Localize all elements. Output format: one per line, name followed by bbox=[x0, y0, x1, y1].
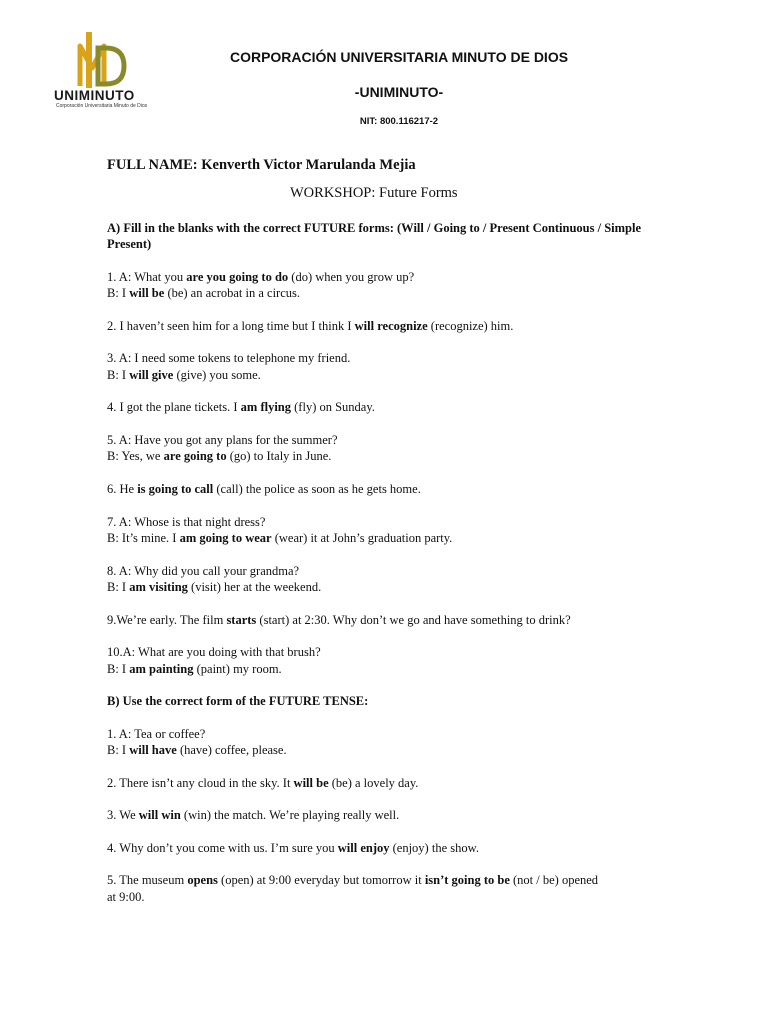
prompt-text: (do) when you grow up? bbox=[288, 269, 415, 284]
prompt-text: 9.We’re early. The film bbox=[107, 612, 227, 627]
prompt-text: 4. I got the plane tickets. I bbox=[107, 400, 241, 415]
exercise-line bbox=[107, 448, 672, 464]
exercise-line bbox=[107, 807, 672, 823]
exercise-item bbox=[107, 563, 672, 596]
exercise-item bbox=[107, 807, 672, 823]
prompt-text: 2. I haven’t seen him for a long time but I think I bbox=[107, 318, 355, 333]
exercise-line bbox=[107, 742, 672, 758]
exercise-line bbox=[107, 579, 672, 595]
prompt-text: 7. A: Whose is that night dress? bbox=[107, 514, 266, 529]
exercise-line bbox=[107, 775, 672, 791]
prompt-text: B: I bbox=[107, 286, 130, 301]
prompt-text: 5. A: Have you got any plans for the summer? bbox=[107, 433, 338, 447]
prompt-text: 4. Why don’t you come with us. I’m sure you bbox=[107, 840, 338, 855]
prompt-text: 6. He bbox=[107, 482, 138, 496]
institution-name: CORPORACIÓN UNIVERSITARIA MINUTO DE DIOS bbox=[229, 49, 569, 65]
exercise-item bbox=[107, 481, 672, 497]
exercise-line bbox=[107, 285, 672, 301]
answer-text: will give bbox=[129, 367, 174, 382]
prompt-text: (have) coffee, please. bbox=[176, 743, 287, 757]
answer-text: is going to call bbox=[137, 482, 214, 496]
answer-text: am painting bbox=[129, 661, 194, 676]
prompt-text: 1. A: Tea or coffee? bbox=[107, 726, 206, 741]
exercise-line bbox=[107, 612, 672, 628]
prompt-text: B: I bbox=[107, 743, 130, 757]
exercise-section bbox=[107, 220, 672, 677]
prompt-text: 5. The museum bbox=[107, 873, 188, 888]
answer-text: will enjoy bbox=[337, 840, 390, 855]
exercise-line bbox=[107, 563, 672, 579]
prompt-text: 3. We bbox=[107, 808, 139, 823]
institution-acronym: -UNIMINUTO- bbox=[354, 84, 444, 100]
answer-text: starts bbox=[226, 612, 257, 627]
exercise-item bbox=[107, 872, 672, 905]
logo-wordmark: UNIMINUTO bbox=[54, 88, 135, 103]
exercise-item bbox=[107, 612, 672, 628]
answer-text: will recognize bbox=[354, 318, 428, 333]
prompt-text: 3. A: I need some tokens to telephone my friend. bbox=[107, 351, 351, 366]
exercise-line bbox=[107, 872, 672, 888]
institution-nit: NIT: 800.116217-2 bbox=[359, 116, 439, 127]
exercise-line bbox=[107, 318, 672, 334]
answer-text: will win bbox=[138, 808, 181, 823]
answer-text: isn’t going to be bbox=[424, 873, 510, 888]
exercise-line bbox=[107, 726, 672, 742]
answer-text: am flying bbox=[240, 400, 292, 415]
prompt-text: (be) a lovely day. bbox=[328, 775, 419, 790]
exercise-item bbox=[107, 269, 672, 302]
prompt-text: 1. A: What you bbox=[107, 269, 187, 284]
section-instruction: A) Fill in the blanks with the correct FUTURE forms: (Will / Going to / Present Continuous / Simple Present) bbox=[107, 221, 642, 252]
exercise-line bbox=[107, 530, 672, 546]
answer-text: will be bbox=[293, 775, 329, 790]
prompt-text: (start) at 2:30. Why don’t we go and have something to drink? bbox=[256, 612, 571, 627]
prompt-text: (go) to Italy in June. bbox=[226, 449, 332, 464]
prompt-text: 2. There isn’t any cloud in the sky. It bbox=[107, 775, 294, 790]
exercise-item bbox=[107, 350, 672, 383]
workshop-title: WORKSHOP: Future Forms bbox=[290, 185, 458, 201]
prompt-text: 8. A: Why did you call your grandma? bbox=[107, 563, 300, 578]
exercise-line bbox=[107, 514, 672, 530]
answer-text: will be bbox=[129, 286, 165, 301]
prompt-text: (visit) her at the weekend. bbox=[187, 580, 322, 594]
prompt-text: (win) the match. We’re playing really well. bbox=[180, 808, 400, 823]
prompt-text: B: I bbox=[107, 580, 130, 594]
exercise-section bbox=[107, 693, 672, 905]
prompt-text: B: I bbox=[107, 367, 130, 382]
exercise-line bbox=[107, 367, 672, 383]
exercise-item bbox=[107, 514, 672, 547]
exercise-line bbox=[107, 889, 672, 905]
exercise-item bbox=[107, 840, 672, 856]
exercise-line bbox=[107, 840, 672, 856]
exercise-line bbox=[107, 269, 672, 285]
exercise-line bbox=[107, 481, 672, 497]
exercise-line bbox=[107, 350, 672, 366]
exercise-content bbox=[107, 220, 672, 921]
prompt-text: 10.A: What are you doing with that brush? bbox=[107, 645, 321, 660]
prompt-text: B: It’s mine. I bbox=[107, 531, 180, 545]
prompt-text: (recognize) him. bbox=[427, 318, 514, 333]
prompt-text: (give) you some. bbox=[173, 367, 261, 382]
answer-text: are going to bbox=[163, 449, 227, 464]
prompt-text: (paint) my room. bbox=[193, 661, 282, 676]
exercise-line bbox=[107, 644, 672, 660]
exercise-item bbox=[107, 726, 672, 759]
answer-text: am going to wear bbox=[179, 531, 272, 545]
answer-text: are you going to do bbox=[186, 269, 289, 284]
exercise-item bbox=[107, 318, 672, 334]
prompt-text: (open) at 9:00 everyday but tomorrow it bbox=[217, 873, 425, 888]
exercise-line bbox=[107, 432, 672, 448]
prompt-text: (not / be) opened bbox=[509, 873, 599, 888]
prompt-text: (wear) it at John’s graduation party. bbox=[271, 531, 453, 545]
answer-text: opens bbox=[187, 873, 218, 888]
prompt-text: (fly) on Sunday. bbox=[291, 400, 375, 415]
prompt-text: (call) the police as soon as he gets home. bbox=[213, 482, 421, 496]
exercise-item bbox=[107, 399, 672, 415]
exercise-item bbox=[107, 644, 672, 677]
exercise-item bbox=[107, 432, 672, 465]
prompt-text: B: I bbox=[107, 661, 130, 676]
logo-subtitle: Corporación Universitaria Minuto de Dios bbox=[56, 103, 148, 109]
prompt-text: (enjoy) the show. bbox=[389, 840, 479, 855]
section-instruction: B) Use the correct form of the FUTURE TENSE: bbox=[107, 694, 369, 709]
answer-text: am visiting bbox=[129, 580, 188, 594]
answer-text: will have bbox=[129, 743, 177, 757]
exercise-item bbox=[107, 775, 672, 791]
prompt-text: at 9:00. bbox=[107, 889, 145, 904]
prompt-text: B: Yes, we bbox=[107, 449, 164, 464]
prompt-text: (be) an acrobat in a circus. bbox=[164, 286, 301, 301]
exercise-line bbox=[107, 399, 672, 415]
student-full-name: FULL NAME: Kenverth Victor Marulanda Mejia bbox=[107, 157, 416, 173]
exercise-line bbox=[107, 661, 672, 677]
